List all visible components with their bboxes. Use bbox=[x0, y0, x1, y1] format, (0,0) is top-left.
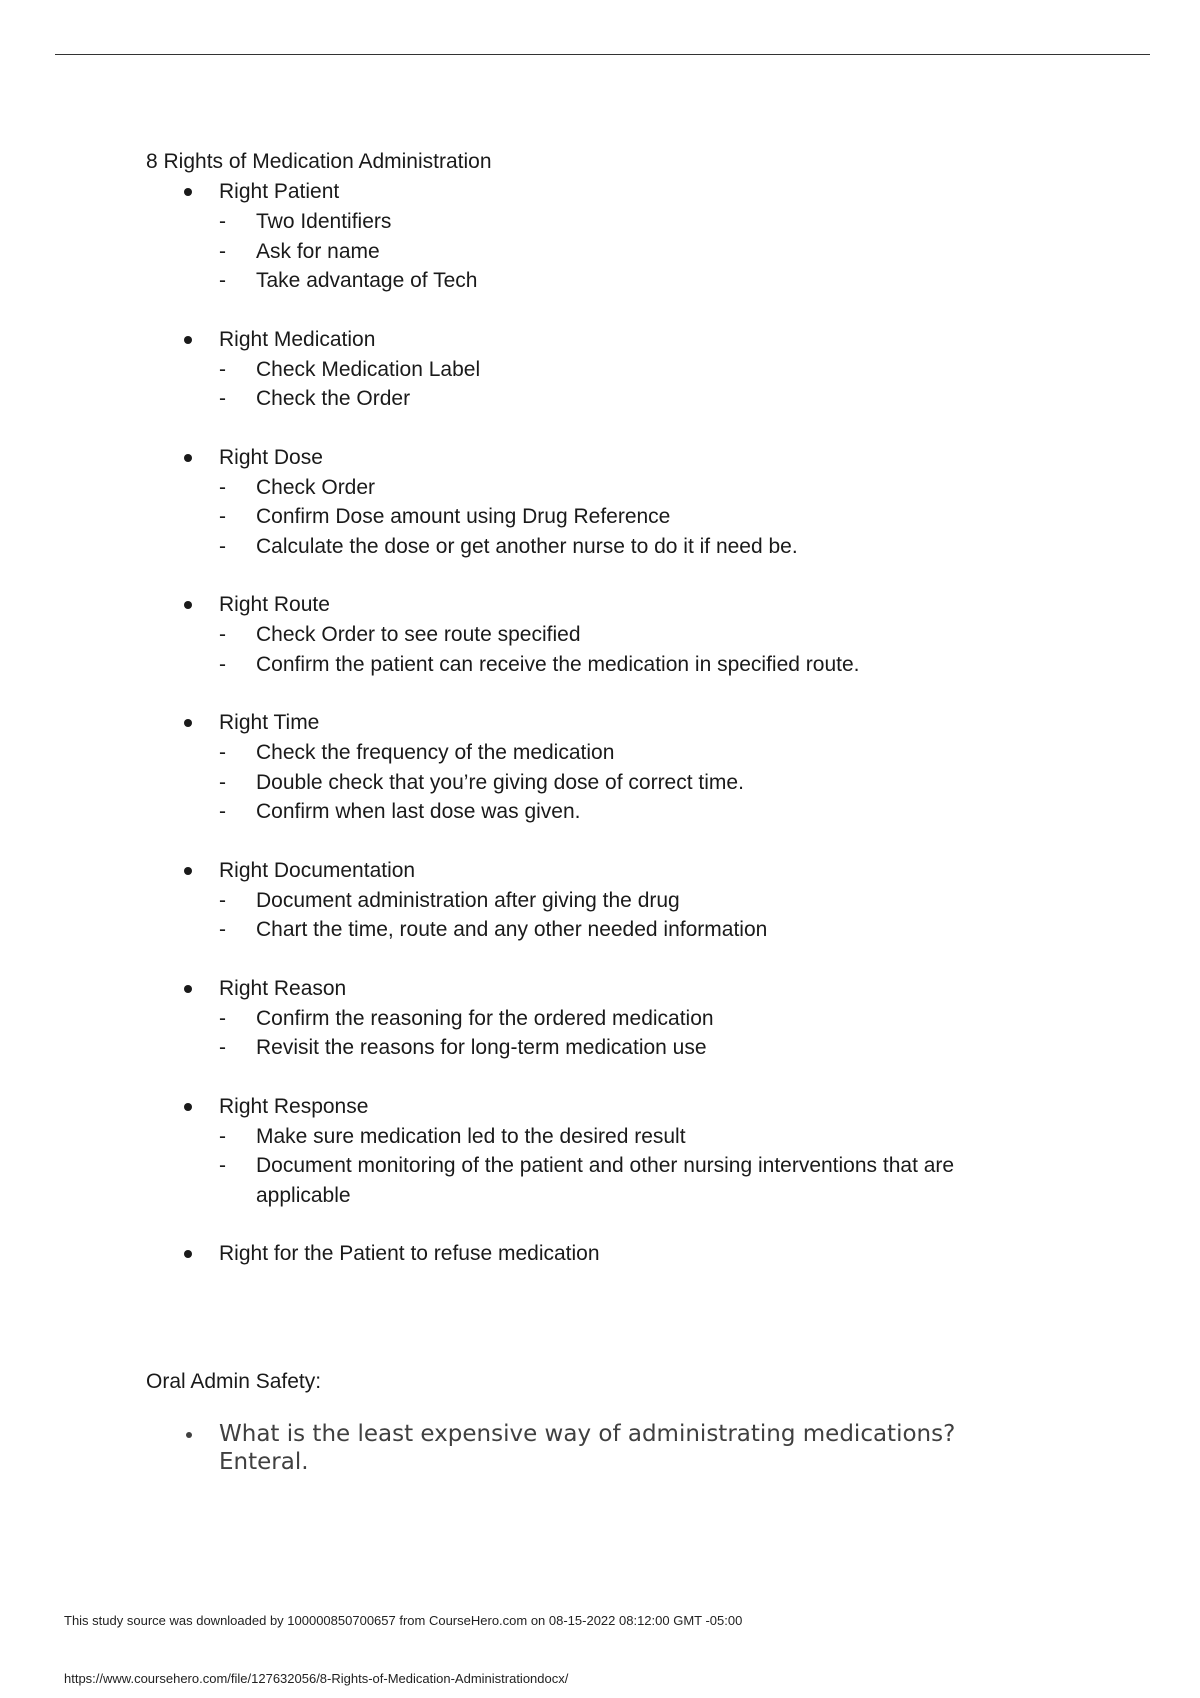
right-detail-item bbox=[146, 915, 1046, 945]
bullet-icon bbox=[184, 719, 192, 727]
oral-admin-question bbox=[146, 1420, 1046, 1476]
right-section bbox=[146, 1239, 1046, 1269]
dash-marker: - bbox=[219, 534, 226, 558]
right-section bbox=[146, 177, 1046, 296]
right-detail-text: Revisit the reasons for long-term medication use bbox=[256, 1036, 707, 1059]
right-heading bbox=[146, 443, 1046, 473]
dash-marker: - bbox=[219, 918, 226, 941]
right-detail-text: Check Order to see route specified bbox=[256, 623, 581, 646]
right-detail-item bbox=[146, 532, 1046, 562]
right-heading bbox=[146, 1092, 1046, 1122]
oral-admin-question-text: What is the least expensive way of administrating medications? Enteral. bbox=[219, 1421, 956, 1475]
dash-marker: - bbox=[219, 652, 226, 676]
right-detail-text: Check Medication Label bbox=[256, 357, 481, 381]
right-heading bbox=[146, 590, 1046, 620]
right-detail-item bbox=[146, 1151, 1046, 1210]
dash-marker: - bbox=[219, 1154, 226, 1177]
right-heading bbox=[146, 1239, 1046, 1269]
dash-marker: - bbox=[219, 1124, 226, 1148]
right-detail-text: Check the frequency of the medication bbox=[256, 741, 615, 764]
right-detail-item bbox=[146, 1122, 1046, 1152]
dash-marker: - bbox=[219, 210, 226, 233]
right-label: Right Medication bbox=[219, 327, 376, 351]
right-detail-text: Take advantage of Tech bbox=[256, 269, 478, 292]
right-detail-text: Confirm Dose amount using Drug Reference bbox=[256, 505, 671, 528]
right-detail-text: Double check that you’re giving dose of correct time. bbox=[256, 770, 744, 794]
right-detail-item bbox=[146, 384, 1046, 414]
right-heading bbox=[146, 325, 1046, 355]
dash-marker: - bbox=[219, 1036, 226, 1059]
right-detail-item bbox=[146, 237, 1046, 267]
right-heading bbox=[146, 177, 1046, 207]
right-detail-item bbox=[146, 502, 1046, 532]
source-url[interactable]: https://www.coursehero.com/file/127632056/8-Rights-of-Medication-Administrationdocx/ bbox=[64, 1671, 569, 1686]
right-label: Right Patient bbox=[219, 180, 340, 203]
dash-marker: - bbox=[219, 357, 226, 381]
dash-marker: - bbox=[219, 623, 226, 646]
right-label: Right Time bbox=[219, 711, 320, 734]
bullet-icon bbox=[184, 1250, 192, 1258]
dash-marker: - bbox=[219, 505, 226, 528]
bullet-icon bbox=[184, 985, 192, 993]
right-detail-text: Confirm when last dose was given. bbox=[256, 800, 581, 823]
dash-marker: - bbox=[219, 888, 226, 912]
right-detail-text: Confirm the patient can receive the medication in specified route. bbox=[256, 652, 860, 676]
right-detail-item bbox=[146, 738, 1046, 768]
right-detail-text: Document administration after giving the drug bbox=[256, 888, 680, 912]
dash-marker: - bbox=[219, 1006, 226, 1030]
dash-marker: - bbox=[219, 239, 226, 263]
right-heading bbox=[146, 708, 1046, 738]
right-section bbox=[146, 974, 1046, 1063]
right-section bbox=[146, 1092, 1046, 1211]
bullet-icon bbox=[184, 867, 192, 875]
document-body bbox=[146, 147, 1046, 1298]
right-detail-item bbox=[146, 1004, 1046, 1034]
right-section bbox=[146, 856, 1046, 945]
download-source-note: This study source was downloaded by 100000850700657 from CourseHero.com on 08-15-2022 08:12:00 GMT -05:00 bbox=[64, 1613, 743, 1628]
right-detail-text: Calculate the dose or get another nurse to do it if need be. bbox=[256, 534, 798, 558]
dash-marker: - bbox=[219, 770, 226, 794]
right-detail-text: Document monitoring of the patient and other nursing interventions that are applicable bbox=[256, 1154, 955, 1207]
dash-marker: - bbox=[219, 387, 226, 410]
bullet-icon bbox=[184, 601, 192, 609]
right-detail-item bbox=[146, 620, 1046, 650]
right-label: Right Route bbox=[219, 593, 330, 616]
top-divider bbox=[55, 54, 1150, 55]
document-title: 8 Rights of Medication Administration bbox=[146, 150, 492, 173]
right-heading bbox=[146, 974, 1046, 1004]
right-detail-text: Check the Order bbox=[256, 387, 411, 410]
right-section bbox=[146, 325, 1046, 414]
right-section bbox=[146, 443, 1046, 562]
right-detail-item bbox=[146, 1033, 1046, 1063]
right-detail-item bbox=[146, 797, 1046, 827]
right-detail-text: Confirm the reasoning for the ordered medication bbox=[256, 1006, 714, 1030]
right-label: Right Dose bbox=[219, 445, 323, 469]
right-section bbox=[146, 708, 1046, 827]
right-section bbox=[146, 590, 1046, 679]
right-label: Right for the Patient to refuse medication bbox=[219, 1242, 600, 1265]
bullet-icon bbox=[184, 1103, 192, 1111]
right-label: Right Documentation bbox=[219, 858, 416, 882]
rights-list bbox=[146, 177, 1046, 1269]
right-detail-text: Make sure medication led to the desired result bbox=[256, 1124, 686, 1148]
bullet-icon bbox=[184, 336, 192, 344]
dash-marker: - bbox=[219, 741, 226, 764]
dash-marker: - bbox=[219, 475, 226, 499]
right-detail-item bbox=[146, 355, 1046, 385]
dash-marker: - bbox=[219, 269, 226, 292]
right-detail-item bbox=[146, 207, 1046, 237]
right-heading bbox=[146, 856, 1046, 886]
oral-admin-heading: Oral Admin Safety: bbox=[146, 1370, 322, 1393]
bullet-icon bbox=[186, 1432, 192, 1438]
dash-marker: - bbox=[219, 800, 226, 823]
right-detail-item bbox=[146, 473, 1046, 503]
right-detail-text: Ask for name bbox=[256, 239, 380, 263]
right-detail-text: Check Order bbox=[256, 475, 376, 499]
right-label: Right Response bbox=[219, 1094, 369, 1118]
right-label: Right Reason bbox=[219, 976, 347, 1000]
right-detail-text: Chart the time, route and any other needed information bbox=[256, 918, 768, 941]
bullet-icon bbox=[184, 454, 192, 462]
right-detail-item bbox=[146, 266, 1046, 296]
bullet-icon bbox=[184, 188, 192, 196]
right-detail-text: Two Identifiers bbox=[256, 210, 392, 233]
right-detail-item bbox=[146, 886, 1046, 916]
right-detail-item bbox=[146, 768, 1046, 798]
right-detail-item bbox=[146, 650, 1046, 680]
